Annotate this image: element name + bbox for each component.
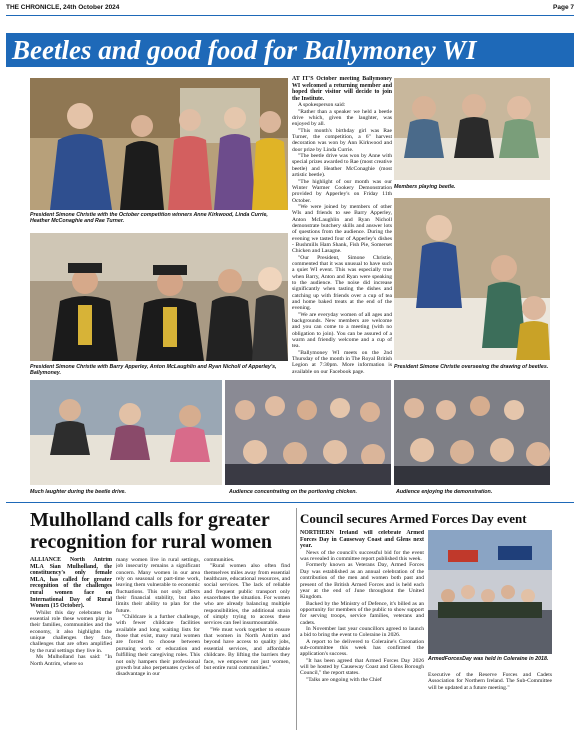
feature-lead: AT IT'S October meeting Ballymoney WI welcomed a returning member and hoped their visitor will decide to join the Institute.: [292, 76, 392, 102]
photo-members-playing-beetle: [394, 78, 550, 180]
mulholland-paragraph: "Rural women also often find themselves miles away from essential healthcare, educational resources, and social services. The lack of reliable and frequent public transport only exacerbates the situation. For women who are already balancing multiple responsibilities, the additional strain of simply trying to access these services can feel insurmountable.: [204, 563, 290, 627]
caption-audience-portioning: Audience concentrating on the portioning chicken.: [229, 489, 358, 495]
caption-overseeing-drawing: President Simone Christie overseeing the drawing of beetles.: [394, 364, 549, 370]
council-article-body: [300, 530, 424, 730]
photo-audience-portioning: [225, 380, 391, 485]
caption-armed-forces-day: ArmedForcesDay was held in Coleraine in 2018.: [428, 656, 549, 662]
caption-apperleys-team: President Simone Christie with Barry Apperley, Anton McLaughlin and Ryan Nicholl of Apperley's, Ballymoney.: [30, 364, 277, 377]
mulholland-column-3: [204, 557, 290, 729]
feature-paragraph: A spokesperson said:: [298, 102, 346, 109]
photo-overseeing-drawing: [394, 198, 550, 360]
mulholland-paragraph: Whilst this day celebrates the essential role these women play in their families, communities and the economy, it also highlights the unique challenges they face, challenges that are often amplified by the rural settings they live in.: [30, 609, 112, 654]
photo-apperleys-team: [30, 233, 288, 361]
caption-beetle-drive-laughter: Much laughter during the beetle drive.: [30, 489, 126, 495]
council-paragraph: Backed by the Ministry of Defence, it's billed as an opportunity for members of the public to show support for serving troops, service families, veterans and cadets.: [300, 600, 424, 626]
feature-article-body: [292, 76, 392, 374]
feature-paragraph: "We were joined by members of other WIs and friends to see Barry Apperley, Anton McLaughlin and Ryan Nicholl demonstrate butchery skills and answer lots of questions from the audience. During the evening we tasted four of Apperley's dishes - Bushmills Ham Shank, Fish Pie, Somerset Chicken and Lasagne.: [292, 203, 392, 255]
feature-paragraph: "Rather than a speaker we held a beetle drive which, given the laughter, was enjoyed by all.: [292, 108, 392, 128]
page-number: Page 7: [553, 4, 574, 11]
feature-paragraph: "We are everyday women of all ages and backgrounds. New members are welcome and you can come to a meeting (with no obligation to join). You can be assured of a warm and friendly welcome and a cup of tea.: [292, 311, 392, 350]
council-paragraph: Formerly known as Veterans Day, Armed Forces Day was established as an annual celebration of the contribution of the men and women both past and present of the British Armed Forces and is held each year at the end of June throughout the United Kingdom.: [300, 562, 424, 601]
caption-members-playing-beetle: Members playing beetle.: [394, 184, 456, 190]
photo-competition-winners: [30, 78, 288, 210]
council-paragraph: "It has been agreed that Armed Forces Day 2026 will be hosted by Causeway Coast and Glens Borough Council," the report states.: [300, 657, 424, 677]
feature-paragraph: "Ballymoney WI meets on the 2nd Thursday of the month in The Royal British Legion at 7:30pm. More information is available on our Facebook page.: [292, 349, 392, 374]
mulholland-paragraph: "We must work together to ensure that women in North Antrim and beyond have access to quality jobs, essential services, and affordable childcare. By lifting the barriers they face, we empower not just women, but entire rural communities.": [204, 626, 290, 671]
photo-beetle-drive-laughter: [30, 380, 222, 485]
council-headline: Council secures Armed Forces Day event: [300, 511, 527, 526]
feature-paragraph: "Our President, Simone Christie, commented that it was unusual to have such a quiet WI event. This was especially true when Barry, Anton and Ryan were speaking to the audience. The noise did increase significantly when tasting the dishes and catching up with friends over a cup of tea and home baked treats at the end of the evening.: [292, 254, 392, 312]
council-paragraph: "Talks are ongoing with the Chief: [306, 676, 382, 683]
photo-audience-demonstration: [394, 380, 550, 485]
paper-dateline: THE CHRONICLE, 24th October 2024: [6, 4, 120, 11]
feature-headline: Beetles and good food for Ballymoney WI: [6, 33, 574, 67]
mulholland-column-1: [30, 557, 112, 729]
feature-paragraph: "This month's birthday girl was Rae Turner, the competition, a 6" harvest decoration was won by Ann Kirkwood and door prize by Linda Currie.: [292, 127, 392, 153]
council-lead: NORTHERN Ireland will celebrate Armed Forces Day in Causeway Coast and Glens next year.: [300, 530, 424, 550]
mulholland-paragraph: communities.: [204, 557, 235, 563]
column-divider: [296, 508, 297, 730]
feature-paragraph: "The beetle drive was won by Anne with special prizes awarded to Rae (most creative beetle) and Heather McConaghie (most artistic beetle).: [292, 153, 392, 179]
mulholland-paragraph: many women live in rural settings, job insecurity remains a significant concern. Many women in our area rely on seasonal or part-time work, leaving them vulnerable to economic fluctuations. This not only affects their financial stability, but also limits their ability to plan for the future.: [116, 557, 200, 614]
caption-competition-winners: President Simone Christie with the October competition winners Anne Kirkwood, Linda Currie, Heather McConaghie and Rae Turner.: [30, 212, 268, 225]
header-rule: [6, 15, 574, 16]
feature-paragraph: "The highlight of our month was our Winter Warmer Cookery Demonstration provided by Apperley's on Friday 11th October.: [292, 178, 392, 204]
section-rule: [6, 502, 574, 503]
council-paragraph: News of the council's successful bid for the event was revealed in committee report published this week.: [300, 549, 424, 563]
caption-audience-demonstration: Audience enjoying the demonstration.: [396, 489, 493, 495]
council-tail: [428, 672, 552, 730]
photo-armed-forces-day: [428, 530, 552, 654]
mulholland-column-2: [116, 557, 200, 729]
mulholland-paragraph: "Childcare is a further challenge, with fewer childcare facilities available and long waiting lists for those that exist, many rural women are forced to choose between pursuing work or education and fulfilling their caregiving roles. This not only hampers their professional growth but also perpetuates cycles of disadvantage in our: [116, 614, 200, 678]
mulholland-headline: Mulholland calls for greater recognition for rural women: [30, 509, 273, 553]
council-paragraph: A report to be delivered to Coleraine's Coronation sub-committee this week has confirmed the application's success.: [300, 638, 424, 658]
council-paragraph: Executive of the Reserve Forces and Cadets Association for Northern Ireland. The Sub-Committee will be updated at a future meeting.": [428, 672, 552, 691]
mulholland-paragraph: Ms Mulholland has said: "In North Antrim, where so: [30, 654, 112, 667]
council-paragraph: In November last year councillors agreed to launch a bid to bring the event to Coleraine in 2026.: [300, 625, 424, 639]
mulholland-lead: ALLIANCE North Antrim MLA Sian Mulholland, the constituency's only female MLA, has called for greater recognition of the challenges rural women face on International Day of Rural Women (15 October).: [30, 557, 112, 610]
page-header: [6, 4, 574, 14]
